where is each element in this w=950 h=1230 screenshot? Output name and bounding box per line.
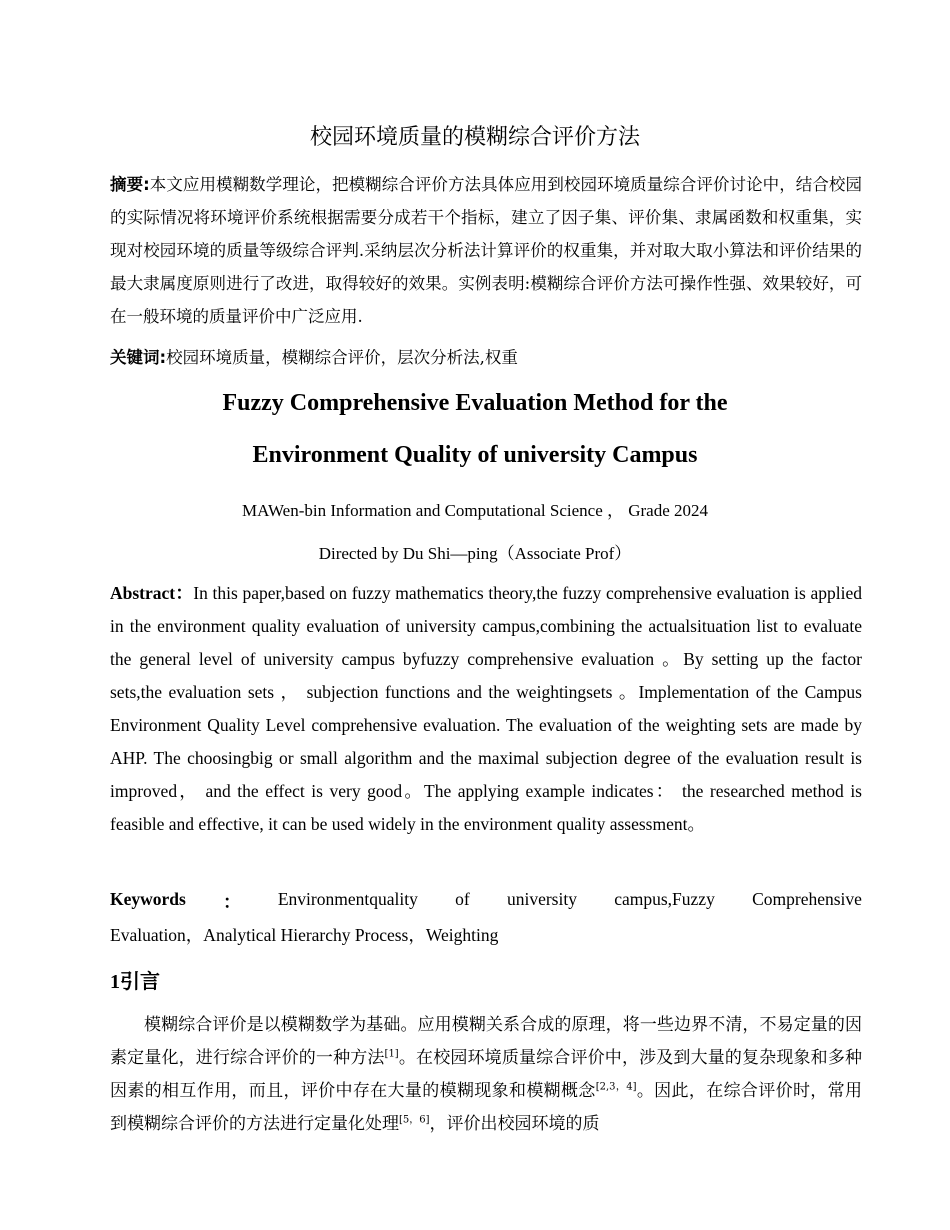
chinese-abstract <box>110 168 862 333</box>
keyword-word: of <box>455 889 470 909</box>
english-keywords-colon: ： <box>223 892 241 912</box>
keyword-word: Environmentquality <box>277 889 418 909</box>
english-abstract-text: In this paper,based on fuzzy mathematics theory,the fuzzy comprehensive evaluation is applied in the environment quality evaluation of university campus,combining the actualsituation list to evaluate the general level of university campus byfuzzy comprehensive evaluation 。By setting up the factor sets,the evaluation sets ， subjection functions and the weightingsets 。Implementation of the Campus Environment Quality Level comprehensive evaluation. The evaluation of the weighting sets are made by AHP. The choosingbig or small algorithm and the maximal subjection degree of the evaluation result is improved， and the effect is very good。The applying example indicates： the researched method is feasible and effective, it can be used widely in the environment quality assessment。 <box>110 583 863 834</box>
english-title-line1: Fuzzy Comprehensive Evaluation Method for the <box>222 390 728 416</box>
english-abstract <box>110 577 862 841</box>
english-keywords-label: Keywords <box>110 889 186 909</box>
citation: [5，6] <box>399 1114 430 1126</box>
intro-text-4: ，评价出校园环境的质 <box>429 1114 600 1134</box>
chinese-abstract-text: 本文应用模糊数学理论，把模糊综合评价方法具体应用到校园环境质量综合评价讨论中，结合校园的实际情况将环境评价系统根据需要分成若干个指标，建立了因子集、评价集、隶属函数和权重集，实现对校园环境的质量等级综合评判.采纳层次分析法计算评价的权重集，并对取大取小算法和评价结果的最大隶属度原则进行了改进，取得较好的效果。实例表明:模糊综合评价方法可操作性强、效果较好，可在一般环境的质量评价中广泛应用. <box>110 175 862 326</box>
intro-text-1: 模糊综合评价是以模糊数学为基础。应用模糊关系合成的原理，将一些边界不清，不易定量的因素定量化，进行综合评价的一种方法 <box>110 1015 862 1068</box>
section-heading: 1引言 <box>110 971 160 993</box>
english-keywords-row <box>110 889 862 914</box>
keyword-word: university <box>506 889 577 909</box>
chinese-keywords-text: 校园环境质量，模糊综合评价，层次分析法,权重 <box>166 348 518 367</box>
citation: [2,3，4] <box>595 1081 637 1093</box>
english-title-line2: Environment Quality of university Campus <box>252 442 698 468</box>
chinese-keywords <box>110 341 862 374</box>
citation: [1] <box>384 1048 399 1060</box>
director-line: Directed by Du Shi—ping（Associate Prof） <box>318 544 632 563</box>
english-abstract-label: Abstract： <box>110 583 194 603</box>
intro-text-2: 。在校园环境质量综合评价中，涉及到大量的复杂现象和多种因素的相互作用，而且，评价中存在大量的模糊现象和模糊概念 <box>110 1048 863 1101</box>
chinese-title: 校园环境质量的模糊综合评价方法 <box>309 125 640 150</box>
introduction-paragraph <box>110 1009 862 1141</box>
author-line: MAWen-bin Information and Computational Science ， Grade 2024 <box>241 501 709 520</box>
chinese-abstract-label: 摘要: <box>110 175 150 194</box>
english-keywords-line2: Evaluation，Analytical Hierarchy Process，Weighting <box>110 925 499 945</box>
intro-text-3: 。因此，在综合评价时，常用到模糊综合评价的方法进行定量化处理 <box>110 1081 862 1134</box>
keyword-word: campus,Fuzzy <box>614 889 715 909</box>
chinese-keywords-label: 关键词: <box>110 348 167 367</box>
keyword-word: Comprehensive <box>752 889 862 909</box>
